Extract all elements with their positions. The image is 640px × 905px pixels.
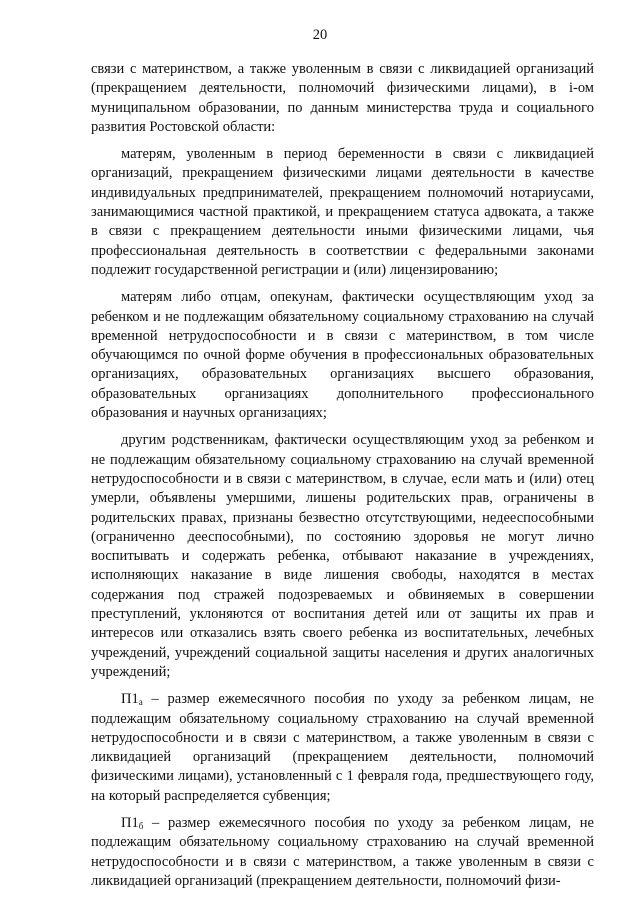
paragraph-other-relatives: другим родственникам, фактически осуществляющим уход за ребенком и не подлежащим обязательному социальному страхованию на случай временной нетрудоспособности и в связи с материнством, в случае, если мать и (или) отец умерли, объявлены умершими, лишены родительских прав, ограничены в родительских правах, признаны безвестно отсутствующими, недееспособными (ограниченно дееспособными), по состоянию здоровья не могут лично воспитывать и содержать ребенка, отбывают наказание в учреждениях, исполняющих наказание в виде лишения свободы, находятся в местах содержания под стражей подозреваемых и обвиняемых в совершении преступлений, уклоняются от воспитания детей или от защиты их прав и интересов или отказались взять своего ребенка из воспитательных, лечебных учреждений, учреждений социальной защиты населения и других аналогичных учреждений;: [91, 432, 594, 680]
formula-subscript-a: а: [138, 697, 143, 708]
paragraph-p1a-definition: [91, 690, 594, 806]
document-body: [91, 60, 594, 899]
definition-text: – размер ежемесячного пособия по уходу за ребенком лицам, не подлежащим обязательному социальному страхованию на случай временной нетрудоспособности и в связи с материнством, а также уволенным в связи с ликвидацией организаций (прекращением деятельности, полномочий физическими лицами), установленный с 1 февраля года, предшествующего году, на который распределяется субвенция;: [91, 691, 594, 804]
paragraph-p1b-definition: [91, 814, 594, 891]
paragraph-intro: связи с материнством, а также уволенным в связи с ликвидацией организаций (прекращением деятельности, полномочий физическими лицами), в i-ом муниципальном образовании, по данным министерства труда и социального развития Ростовской области:: [91, 61, 594, 135]
formula-subscript-b: б: [138, 820, 144, 831]
formula-symbol-p1: П1: [121, 691, 139, 708]
definition-text: – размер ежемесячного пособия по уходу за ребенком лицам, не подлежащим обязательному социальному страхованию на случай временной нетрудоспособности и в связи с материнством, а также уволенным в связи с ликвидацией организаций (прекращением деятельности, полномочий физи-: [91, 814, 594, 889]
page-number: 20: [312, 27, 328, 43]
paragraph-mothers-fathers-guardians: матерям либо отцам, опекунам, фактически осуществляющим уход за ребенком и не подлежащим обязательному социальному страхованию на случай временной нетрудоспособности и в связи с материнством, в том числе обучающимся по очной форме обучения в профессиональных образовательных организациях, образовательных организациях высшего образования, образовательных организациях дополнительного профессионального образования и научных организациях;: [91, 289, 594, 422]
paragraph-mothers-dismissed: матерям, уволенным в период беременности в связи с ликвидацией организаций, прекращением физическими лицами деятельности в качестве индивидуальных предпринимателей, прекращением полномочий нотариусами, занимающимися частной практикой, и прекращением статуса адвоката, а также в связи с прекращением деятельности иными физическими лицами, чья профессиональная деятельность в соответствии с федеральными законами подлежит государственной регистрации и (или) лицензированию;: [91, 146, 594, 278]
formula-symbol-p1: П1: [121, 814, 139, 831]
